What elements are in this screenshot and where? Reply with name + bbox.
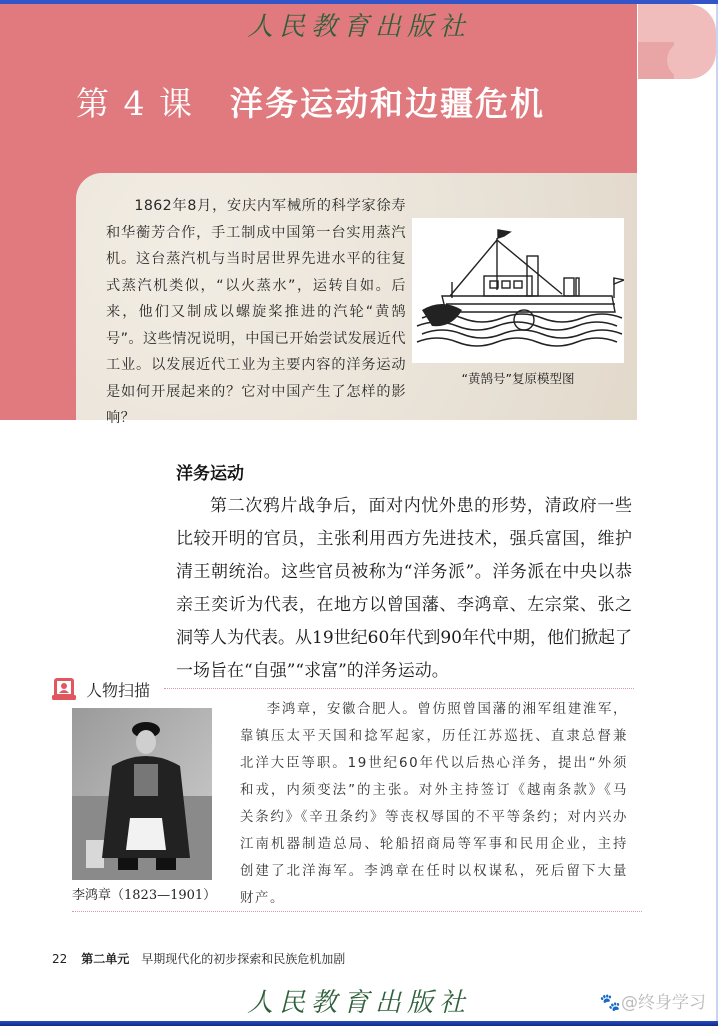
page-footer [52, 950, 345, 967]
lesson-number: 第 4 课 [76, 84, 194, 123]
profile-paragraph: 李鸿章，安徽合肥人。曾仿照曾国藩的湘军组建淮军，靠镇压太平天国和捻军起家，历任江苏巡抚、直隶总督兼北洋大臣等职。19世纪60年代以后热心洋务，提出“外须和戎，内须变法”的主张。对外主持签订《越南条款》《马关条约》《辛丑条约》等丧权辱国的不平等条约；对内兴办江南机器制造总局、轮船招商局等军事和民用企业，主持创建了北洋海军。李鸿章在任时以权谋私，死后留下大量财产。 [240, 702, 628, 906]
dotted-divider-bottom [72, 911, 642, 912]
publisher-logo-top: 人民教育出版社 [246, 12, 471, 42]
watermark-text: @终身学习 [621, 993, 706, 1013]
intro-card [76, 173, 637, 426]
publisher-logo-bottom: 人民教育出版社 [246, 988, 471, 1018]
profile-title: 人物扫描 [86, 681, 151, 700]
window-bottom-border [0, 1021, 718, 1026]
unit-label: 第二单元 [81, 952, 130, 966]
section-body [176, 490, 632, 688]
unit-title: 早期现代化的初步探索和民族危机加剧 [141, 952, 346, 966]
dotted-divider [164, 688, 634, 689]
person-card-icon [52, 677, 76, 701]
section-heading: 洋务运动 [176, 464, 244, 484]
portrait-caption: 李鸿章（1823—1901） [72, 888, 217, 903]
figure-caption: “黄鹄号”复原模型图 [461, 371, 575, 386]
page-title [76, 78, 545, 125]
paw-icon: 🐾 [599, 993, 621, 1013]
intro-paragraph: 1862年8月，安庆内军械所的科学家徐寿和华蘅芳合作，手工制成中国第一台实用蒸汽机。这台蒸汽机与当时居世界先进水平的往复式蒸汽机类似，“以火蒸水”，运转自如。后来，他们又制成以螺旋桨推进的汽轮“黄鹄号”。这些情况说明，中国已开始尝试发展近代工业。以发展近代工业为主要内容的洋务运动是如何开展起来的？它对中国产生了怎样的影响？ [106, 198, 406, 426]
page-number: 22 [52, 952, 68, 966]
intro-text [106, 193, 406, 432]
section-paragraph: 第二次鸦片战争后，面对内忧外患的形势，清政府一些比较开明的官员，主张利用西方先进技术，强兵富国，维护清王朝统治。这些官员被称为“洋务派”。洋务派在中央以恭亲王奕䜣为代表，在地方以曾国藩、李鸿章、左宗棠、张之洞等人为代表。从19世纪60年代到90年代中期，他们掀起了一场旨在“自强”“求富”的洋务运动。 [176, 496, 632, 681]
profile-text [240, 696, 628, 912]
watermark [600, 988, 706, 1013]
steamship-illustration-icon [412, 218, 624, 363]
lesson-title-text: 洋务运动和边疆危机 [229, 84, 545, 123]
portrait-photo [72, 708, 212, 880]
